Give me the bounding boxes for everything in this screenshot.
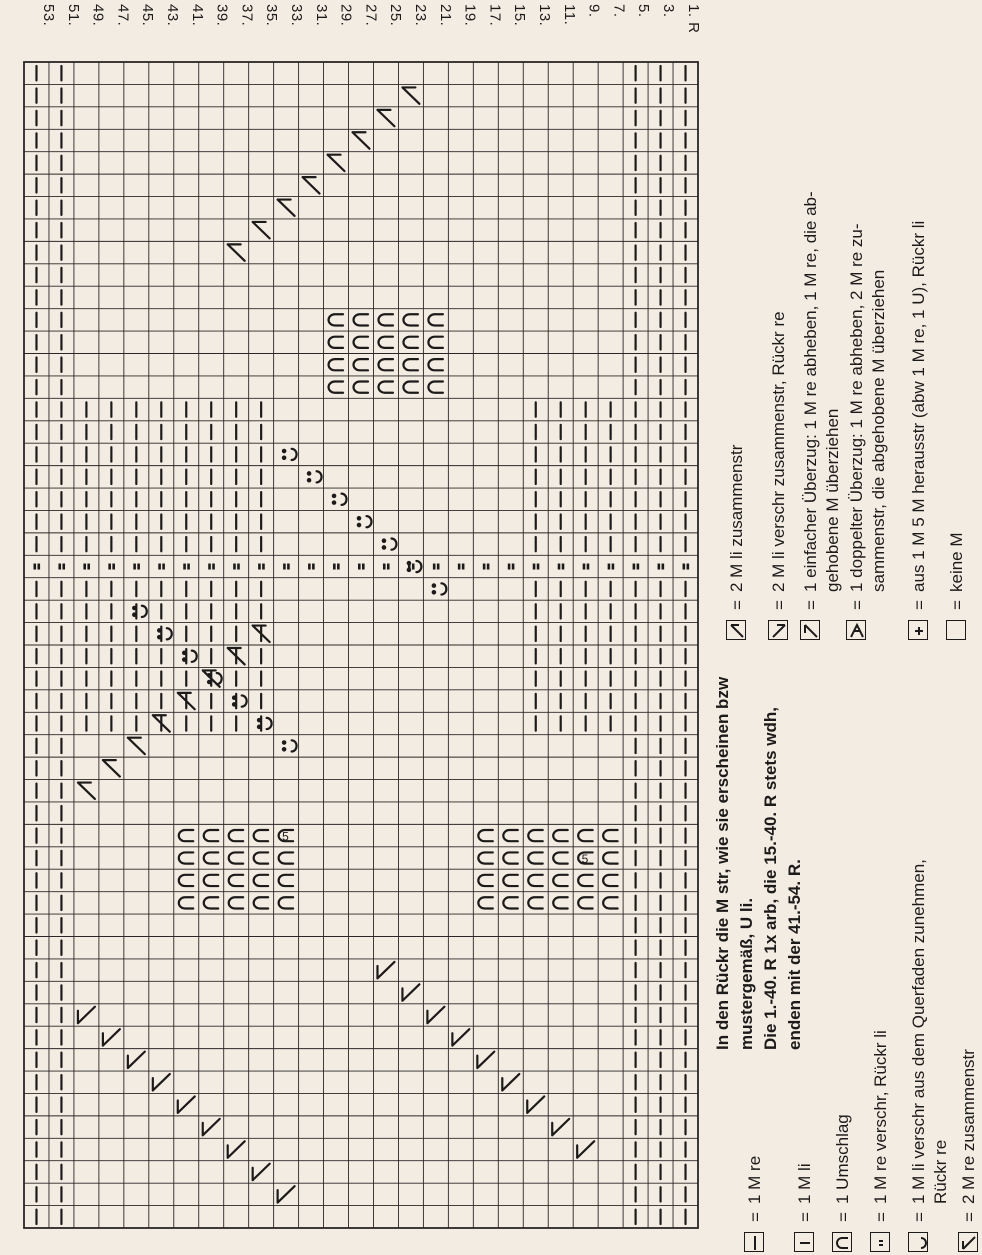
- five-stitch-mark: 5: [581, 852, 589, 867]
- decrease-mark: [278, 1186, 295, 1202]
- yarnover-mark: [378, 314, 392, 325]
- grid-lines: [24, 62, 698, 1228]
- p2tog-tbl-icon: [768, 620, 788, 640]
- yarnover-mark: [428, 337, 442, 348]
- decrease-mark: [103, 1029, 120, 1045]
- yarnover-mark: [179, 830, 193, 841]
- yarnover-mark: [279, 875, 293, 886]
- row-number: 29.: [337, 4, 355, 27]
- decrease-mark: [278, 200, 295, 216]
- knit-icon: [744, 1232, 764, 1252]
- row-number: 3.: [660, 4, 677, 18]
- purl-icon: [794, 1232, 814, 1252]
- row-number: 19.: [461, 4, 479, 27]
- decrease-mark: [128, 738, 145, 754]
- decrease-mark: [502, 1074, 519, 1090]
- yarnover-mark: [279, 897, 293, 908]
- yarnover-mark: [329, 359, 343, 370]
- yarnover-mark: [578, 830, 592, 841]
- row-number: 23.: [412, 4, 429, 27]
- row-number: 5.: [635, 4, 653, 18]
- make-one-mark: [317, 471, 322, 482]
- legend-equals: =: [960, 1212, 979, 1222]
- yarnover-mark: [329, 314, 343, 325]
- legend-equals: =: [770, 600, 789, 610]
- yarnover-mark: [428, 382, 442, 393]
- decrease-mark: [452, 1029, 469, 1045]
- row-number: 27.: [362, 4, 380, 27]
- legend-label: 1 doppelter Überzug: 1 M re abheben, 2 M re zu-: [847, 223, 866, 592]
- make-one-mark: [192, 651, 197, 662]
- decrease-mark: [552, 1119, 569, 1135]
- decrease-mark: [153, 1074, 170, 1090]
- make-one-mark: [366, 516, 371, 527]
- decrease-mark: [178, 1096, 195, 1112]
- yarnover-mark: [229, 897, 243, 908]
- legend-label: 1 M re verschr, Rückr li: [871, 1030, 890, 1204]
- yarnover-mark: [553, 852, 567, 863]
- make-one-mark: [391, 538, 396, 549]
- double-decrease-icon: [846, 620, 866, 640]
- row-number: 49.: [89, 4, 107, 27]
- make-one-mark: [292, 740, 297, 751]
- yarnover-mark: [354, 359, 368, 370]
- twisted-knit-icon: [870, 1232, 890, 1252]
- yarnover-mark: [553, 875, 567, 886]
- make-one-mark: [416, 561, 421, 572]
- legend-label: 2 M li verschr zusammenstr, Rückr re: [769, 311, 788, 592]
- decrease-mark: [253, 222, 270, 238]
- yarnover-mark: [478, 830, 492, 841]
- legend-equals: =: [910, 600, 929, 610]
- row-number: 53.: [40, 4, 57, 27]
- decrease-mark: [203, 1119, 220, 1135]
- yarnover-mark: [354, 337, 368, 348]
- row-number: 51.: [64, 4, 82, 27]
- yarnover-mark: [229, 852, 243, 863]
- five-stitch-mark: 5: [282, 829, 289, 844]
- decrease-mark: [228, 244, 245, 260]
- yarnover-mark: [354, 314, 368, 325]
- yarnover-mark: [229, 875, 243, 886]
- row-number: 7.: [610, 4, 628, 18]
- legend-equals: =: [948, 600, 967, 610]
- decrease-mark: [377, 962, 394, 978]
- make-one-icon: [908, 1232, 928, 1252]
- legend-equals: =: [746, 1212, 765, 1222]
- legend-label: 2 M re zusammenstr: [959, 1049, 978, 1204]
- decrease-mark: [303, 177, 320, 193]
- yarnover-mark: [378, 359, 392, 370]
- row-number: 17.: [486, 4, 504, 27]
- yarnover-mark: [229, 830, 243, 841]
- decrease-mark: [527, 1096, 544, 1112]
- yarnover-mark: [578, 897, 592, 908]
- yarnover-mark: [254, 852, 268, 863]
- legend-label: 2 M li zusammenstr: [727, 444, 746, 592]
- make-one-mark: [217, 673, 222, 684]
- yarnover-mark: [603, 897, 617, 908]
- decrease-mark: [577, 1141, 594, 1157]
- legend-label: aus 1 M 5 M herausstr (abw 1 M re, 1 U), Rückr li: [909, 220, 928, 592]
- yarnover-mark: [528, 897, 542, 908]
- legend-label: 1 M li verschr aus dem Querfaden zunehmen,: [909, 859, 928, 1204]
- yarnover-mark: [329, 382, 343, 393]
- yarnover-mark: [478, 875, 492, 886]
- decrease-mark: [402, 984, 419, 1000]
- instruction-line-2: mustergemäß, U li.: [737, 897, 756, 1050]
- make-one-mark: [441, 583, 446, 594]
- yarnover-mark: [403, 314, 417, 325]
- row-number: 37.: [238, 4, 256, 27]
- decrease-mark: [328, 155, 345, 171]
- yarnover-mark: [503, 875, 517, 886]
- decrease-mark: [78, 1007, 95, 1023]
- k2tog-icon: [958, 1232, 978, 1252]
- yarnover-mark: [204, 875, 218, 886]
- row-number: 47.: [114, 4, 132, 27]
- yarnover-mark: [179, 875, 193, 886]
- legend-equals: =: [728, 600, 747, 610]
- yarnover-mark: [254, 875, 268, 886]
- row-number: 35.: [263, 4, 281, 27]
- legend-equals: =: [910, 1212, 929, 1222]
- yarnover-mark: [254, 897, 268, 908]
- row-number: 43.: [164, 4, 181, 27]
- yarnover-mark: [378, 382, 392, 393]
- yarnover-mark: [378, 337, 392, 348]
- yarnover-mark: [428, 314, 442, 325]
- decrease-mark: [402, 87, 419, 103]
- make-one-mark: [292, 449, 297, 460]
- legend-label: 1 einfacher Überzug: 1 M re abheben, 1 M re, die ab-: [801, 191, 820, 592]
- yarnover-mark: [428, 359, 442, 370]
- yarnover-mark: [478, 897, 492, 908]
- yarnover-mark: [578, 875, 592, 886]
- legend-label-line2: gehobene M überziehen: [823, 408, 842, 592]
- yarnover-mark: [553, 897, 567, 908]
- decrease-mark: [78, 783, 95, 799]
- row-number: 1. R: [684, 4, 702, 34]
- legend-label-line2: Rückr re: [931, 1139, 950, 1204]
- make-one-mark: [242, 695, 247, 706]
- yarnover-mark: [279, 852, 293, 863]
- yarnover-mark: [528, 830, 542, 841]
- ssk-icon: [800, 620, 820, 640]
- row-number: 33.: [288, 4, 305, 27]
- legend-label: 1 M re: [745, 1155, 764, 1204]
- row-number: 41.: [188, 4, 206, 27]
- yarnover-icon: [832, 1232, 852, 1252]
- legend-equals: =: [872, 1212, 891, 1222]
- legend-equals: =: [796, 1212, 815, 1222]
- decrease-mark: [353, 132, 370, 148]
- instruction-line-1: In den Rückr die M str, wie sie erscheinen bzw: [713, 676, 732, 1050]
- yarnover-mark: [179, 897, 193, 908]
- row-number: 25.: [387, 4, 405, 27]
- instruction-line-4: enden mit der 41.-54. R.: [785, 859, 804, 1050]
- row-number: 31.: [312, 4, 330, 27]
- decrease-mark: [103, 760, 120, 776]
- yarnover-mark: [603, 830, 617, 841]
- yarnover-mark: [329, 337, 343, 348]
- yarnover-mark: [204, 852, 218, 863]
- legend-equals: =: [802, 600, 821, 610]
- yarnover-mark: [603, 875, 617, 886]
- yarnover-mark: [528, 875, 542, 886]
- instruction-line-3: Die 1.-40. R 1x arb, die 15.-40. R stets wdh,: [761, 707, 780, 1050]
- row-number: 45.: [139, 4, 157, 27]
- legend-equals: =: [834, 1212, 853, 1222]
- yarnover-mark: [254, 830, 268, 841]
- row-number: 13.: [536, 4, 553, 27]
- legend-label: 1 M li: [795, 1163, 814, 1204]
- row-number: 39.: [213, 4, 231, 27]
- legend-label: keine M: [947, 532, 966, 592]
- yarnover-mark: [478, 852, 492, 863]
- decrease-mark: [377, 110, 394, 126]
- yarnover-mark: [403, 359, 417, 370]
- yarnover-mark: [603, 852, 617, 863]
- row-number: 15.: [511, 4, 529, 27]
- yarnover-mark: [403, 382, 417, 393]
- no-stitch-icon: [946, 620, 966, 640]
- yarnover-mark: [528, 852, 542, 863]
- legend-label: 1 Umschlag: [833, 1114, 852, 1204]
- make-one-mark: [142, 606, 147, 617]
- yarnover-mark: [204, 897, 218, 908]
- decrease-mark: [253, 1164, 270, 1180]
- yarnover-mark: [403, 337, 417, 348]
- decrease-mark: [228, 1141, 245, 1157]
- legend-label-line2: sammenstr, die abgehobene M überziehen: [869, 269, 888, 592]
- legend-equals: =: [848, 600, 867, 610]
- row-number: 9.: [585, 4, 603, 18]
- decrease-mark: [128, 1052, 145, 1068]
- yarnover-mark: [503, 830, 517, 841]
- p2tog-icon: [726, 620, 746, 640]
- decrease-mark: [427, 1007, 444, 1023]
- yarnover-mark: [503, 897, 517, 908]
- five-from-one-icon: [908, 620, 928, 640]
- yarnover-mark: [204, 830, 218, 841]
- decrease-mark: [477, 1052, 494, 1068]
- make-one-mark: [167, 628, 172, 639]
- make-one-mark: [267, 718, 272, 729]
- yarnover-mark: [354, 382, 368, 393]
- yarnover-mark: [179, 852, 193, 863]
- row-number: 11.: [560, 4, 578, 26]
- repeat-marker-line: [33, 564, 689, 570]
- row-number: 21.: [436, 4, 454, 27]
- make-one-mark: [342, 494, 347, 505]
- yarnover-mark: [553, 830, 567, 841]
- yarnover-mark: [503, 852, 517, 863]
